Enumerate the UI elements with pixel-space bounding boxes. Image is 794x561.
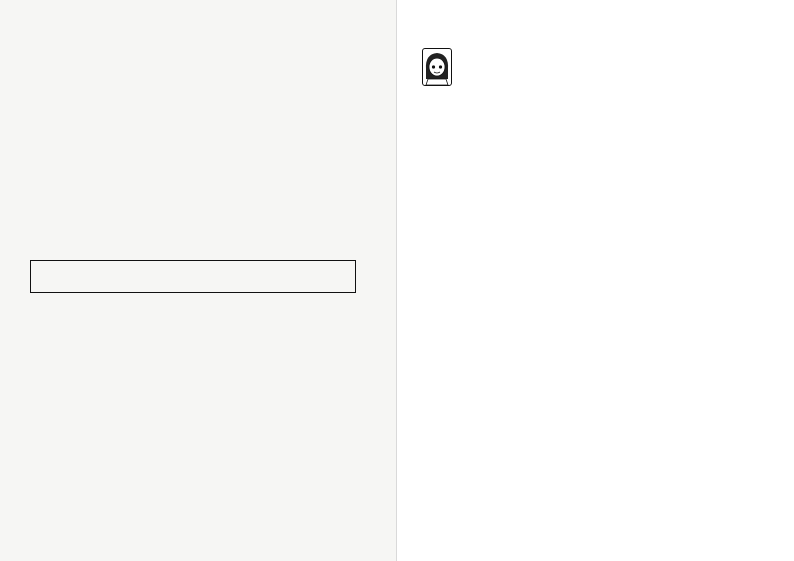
linda-avatar (422, 48, 452, 86)
girl-face-icon (423, 49, 451, 85)
obesity-bar-chart (426, 88, 586, 156)
obesity-reasons-chart (420, 168, 600, 263)
page-4 (397, 0, 794, 561)
word-box (30, 260, 356, 293)
